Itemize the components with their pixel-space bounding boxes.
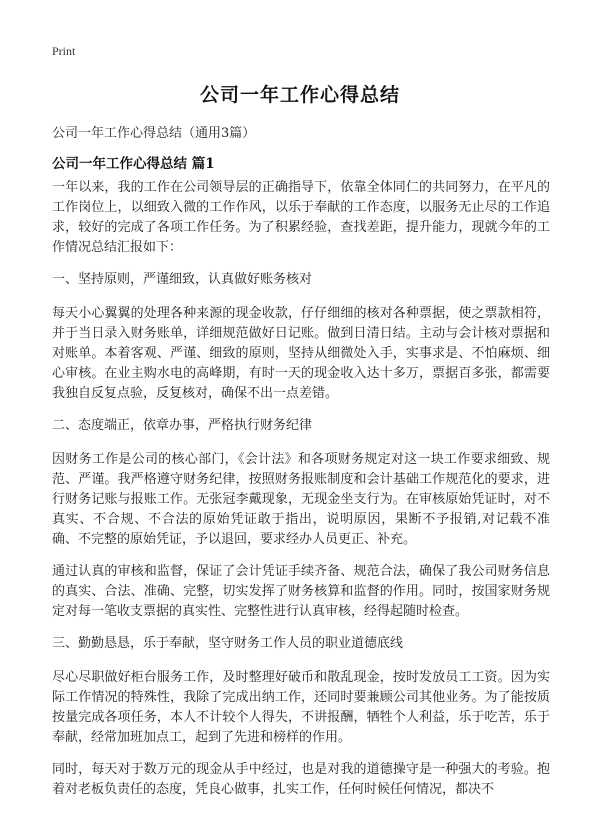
document-title: 公司一年工作心得总结 [199, 84, 400, 106]
paragraph-intro: 一年以来，我的工作在公司领导层的正确指导下，依靠全体同仁的共同努力，在平凡的工作岗位上，以细致入微的工作作风，以乐于奉献的工作态度，以服务无止尽的工作追求，较好的完成了各项工作任务。为了积累经验，查找差距，提升能力，现就今年的工作情况总结汇报如下： [52, 180, 550, 255]
document-body [52, 178, 550, 812]
paragraph-2b: 通过认真的审核和监督，保证了会计凭证手续齐备、规范合法，确保了我公司财务信息的真实、合法、准确、完整，切实发挥了财务核算和监督的作用。同时，按国家财务规定对每一笔收支票据的真实性、完整性进行认真审核，经得起随时检查。 [52, 564, 550, 619]
subheading-2: 二、态度端正，依章办事，严格执行财务纪律 [52, 418, 313, 433]
paragraph-3b: 同时，每天对于数万元的现金从手中经过，也是对我的道德操守是一种强大的考验。抱着对老板负责任的态度，凭良心做事，扎实工作，任何时候任何情况，都决不 [52, 762, 550, 797]
paragraph-2a: 因财务工作是公司的核心部门，《会计法》和各项财务规定对这一块工作要求细致、规范、严谨。我严格遵守财务纪律，按照财务报账制度和会计基础工作规范化的要求，进行财务记账与报账工作。无张冠李戴现象，无现金坐支行为。在审核原始凭证时，对不真实、不合规、不合法的原始凭证敢于指出，说明原因，果断不予报销,对记载不准确、不完整的原始凭证，予以退回，要求经办人员更正、补充。 [52, 452, 550, 547]
paragraph-3a: 尽心尽职做好柜台服务工作，及时整理好破币和散乱现金，按时发放员工工资。因为实际工作情况的特殊性，我除了完成出纳工作，还同时要兼顾公司其他业务。为了能按质按量完成各项任务，本人不计较个人得失，不讲报酬，牺牲个人利益，乐于吃苦，乐于奉献，经常加班加点工，起到了先进和榜样的作用。 [52, 670, 550, 745]
document-subtitle: 公司一年工作心得总结（通用3篇） [52, 126, 256, 141]
subheading-3: 三、勤勤恳恳，乐于奉献，坚守财务工作人员的职业道德底线 [52, 636, 404, 651]
section-heading: 公司一年工作心得总结 篇1 [52, 156, 215, 172]
print-label: Print [52, 44, 76, 58]
paragraph-1: 每天小心翼翼的处理各种来源的现金收款，仔仔细细的核对各种票据，使之票款相符，并于当日录入财务账单，详细规范做好日记账。做到日清日结。主动与会计核对票据和对账单。本着客观、严谨、细致的原则，坚持从细微处入手，实事求是、不怕麻烦、细心审核。在业主购水电的高峰期，有时一天的现金收入达十多万，票据百多张，都需要我独自反复点验，反复核对，确保不出一点差错。 [52, 306, 550, 401]
subheading-1: 一、坚持原则，严谨细致，认真做好账务核对 [52, 272, 313, 287]
